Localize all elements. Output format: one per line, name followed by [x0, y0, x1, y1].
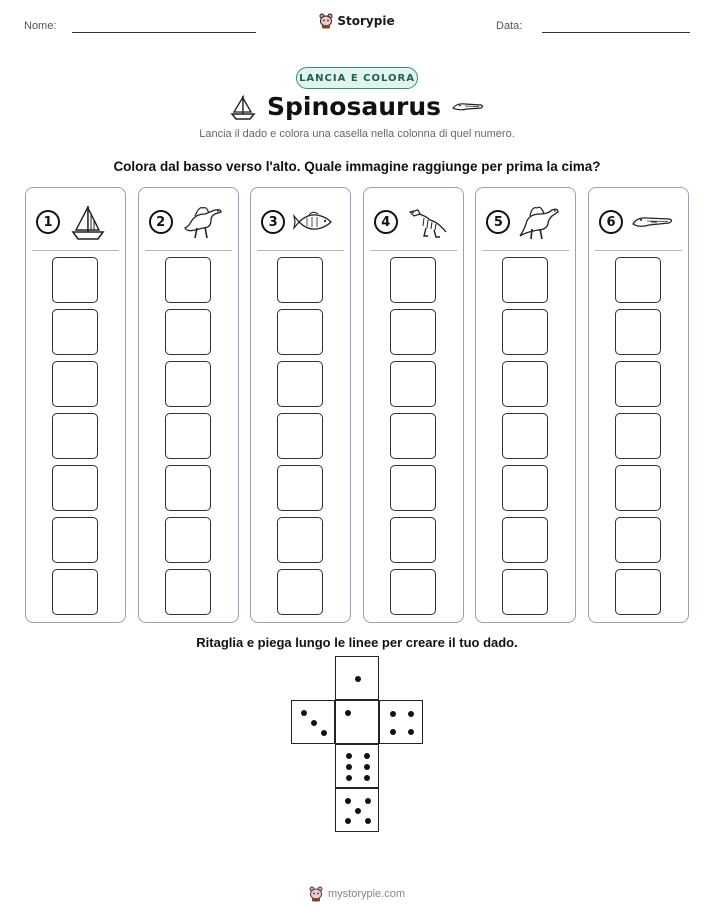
color-cell[interactable] [502, 361, 548, 407]
sailboat-icon [229, 93, 257, 121]
color-cell[interactable] [390, 517, 436, 563]
dinosaur-skeleton-icon [406, 202, 450, 242]
die-pip [346, 764, 352, 770]
color-cell[interactable] [615, 257, 661, 303]
die-pip [355, 808, 361, 814]
activity-badge: LANCIA E COLORA [296, 67, 418, 89]
die-pip [408, 711, 414, 717]
color-cell[interactable] [165, 569, 211, 615]
die-pip [311, 720, 317, 726]
brand-logo [0, 13, 714, 29]
column-header [149, 202, 232, 242]
color-cell[interactable] [502, 257, 548, 303]
column-header [36, 202, 119, 242]
die-pip [346, 775, 352, 781]
color-cell[interactable] [277, 413, 323, 459]
sailboat-icon [68, 202, 108, 242]
die-pip [345, 818, 351, 824]
color-cell[interactable] [502, 413, 548, 459]
column-header [374, 202, 457, 242]
spinosaurus-standing-icon [518, 202, 560, 242]
die-pip [364, 753, 370, 759]
name-line[interactable] [72, 32, 256, 33]
column-number: 3 [261, 210, 285, 234]
color-cell[interactable] [615, 465, 661, 511]
die-face-center [335, 700, 379, 744]
footer [0, 886, 714, 902]
color-cell[interactable] [502, 465, 548, 511]
color-cell[interactable] [52, 413, 98, 459]
fish-icon [293, 202, 335, 242]
color-cell[interactable] [277, 517, 323, 563]
color-cell[interactable] [277, 257, 323, 303]
column-5 [475, 187, 576, 623]
die-pip [390, 711, 396, 717]
die-pip [345, 710, 351, 716]
color-cell[interactable] [277, 309, 323, 355]
column-1 [25, 187, 126, 623]
die-pip [364, 775, 370, 781]
die-face-right [379, 700, 423, 744]
column-number: 4 [374, 210, 398, 234]
die-pip [355, 676, 361, 682]
color-cell[interactable] [390, 309, 436, 355]
column-divider [257, 250, 344, 251]
brand-name: Storypie [337, 14, 395, 28]
column-divider [370, 250, 457, 251]
crocodile-icon [451, 99, 485, 115]
storypie-mascot-icon [309, 886, 323, 902]
color-cell[interactable] [615, 361, 661, 407]
die-pip [346, 753, 352, 759]
color-cell[interactable] [277, 569, 323, 615]
color-cell[interactable] [52, 309, 98, 355]
color-cell[interactable] [615, 569, 661, 615]
color-cell[interactable] [390, 413, 436, 459]
column-2 [138, 187, 239, 623]
color-cell[interactable] [502, 517, 548, 563]
color-cell[interactable] [165, 465, 211, 511]
column-divider [145, 250, 232, 251]
column-4 [363, 187, 464, 623]
color-cell[interactable] [615, 309, 661, 355]
cutout-instruction: Ritaglia e piega lungo le linee per creare il tuo dado. [196, 635, 518, 650]
die-pip [345, 798, 351, 804]
color-cell[interactable] [165, 517, 211, 563]
die-pip [365, 798, 371, 804]
storypie-mascot-icon [319, 13, 333, 29]
column-number: 2 [149, 210, 173, 234]
date-label: Data: [496, 20, 523, 32]
column-number: 1 [36, 210, 60, 234]
footer-url[interactable]: mystorypie.com [327, 888, 406, 900]
color-cell[interactable] [390, 465, 436, 511]
name-label: Nome: [24, 20, 57, 32]
spinosaurus-icon [181, 202, 225, 242]
column-6 [588, 187, 689, 623]
column-3 [250, 187, 351, 623]
column-divider [32, 250, 119, 251]
dice-columns [25, 187, 689, 623]
die-face-top [335, 656, 379, 700]
die-pip [321, 730, 327, 736]
column-number: 6 [599, 210, 623, 234]
color-cell[interactable] [615, 413, 661, 459]
die-pip [364, 764, 370, 770]
die-pip [365, 818, 371, 824]
column-number: 5 [486, 210, 510, 234]
die-pip [301, 710, 307, 716]
color-cell[interactable] [52, 257, 98, 303]
date-line[interactable] [542, 32, 690, 33]
color-cell[interactable] [277, 361, 323, 407]
die-face-back [335, 788, 379, 832]
color-cell[interactable] [52, 465, 98, 511]
color-cell[interactable] [165, 361, 211, 407]
color-cell[interactable] [390, 569, 436, 615]
page-subtitle: Lancia il dado e colora una casella nella colonna di quel numero. [199, 128, 515, 140]
column-divider [482, 250, 569, 251]
coloring-instruction: Colora dal basso verso l'alto. Quale immagine raggiunge per prima la cima? [113, 159, 601, 174]
color-cell[interactable] [502, 309, 548, 355]
color-cell[interactable] [502, 569, 548, 615]
column-header [599, 202, 682, 242]
column-header [486, 202, 569, 242]
die-face-left [291, 700, 335, 744]
color-cell[interactable] [165, 309, 211, 355]
color-cell[interactable] [52, 361, 98, 407]
color-cell[interactable] [390, 361, 436, 407]
column-divider [595, 250, 682, 251]
title-row [0, 92, 714, 121]
color-cell[interactable] [52, 569, 98, 615]
color-cell[interactable] [165, 413, 211, 459]
column-header [261, 202, 344, 242]
die-pip [408, 729, 414, 735]
crocodile-icon [631, 202, 675, 242]
color-cell[interactable] [615, 517, 661, 563]
die-face-bottom [335, 744, 379, 788]
die-pip [390, 729, 396, 735]
page-title: Spinosaurus [267, 92, 441, 121]
color-cell[interactable] [390, 257, 436, 303]
color-cell[interactable] [52, 517, 98, 563]
color-cell[interactable] [277, 465, 323, 511]
color-cell[interactable] [165, 257, 211, 303]
